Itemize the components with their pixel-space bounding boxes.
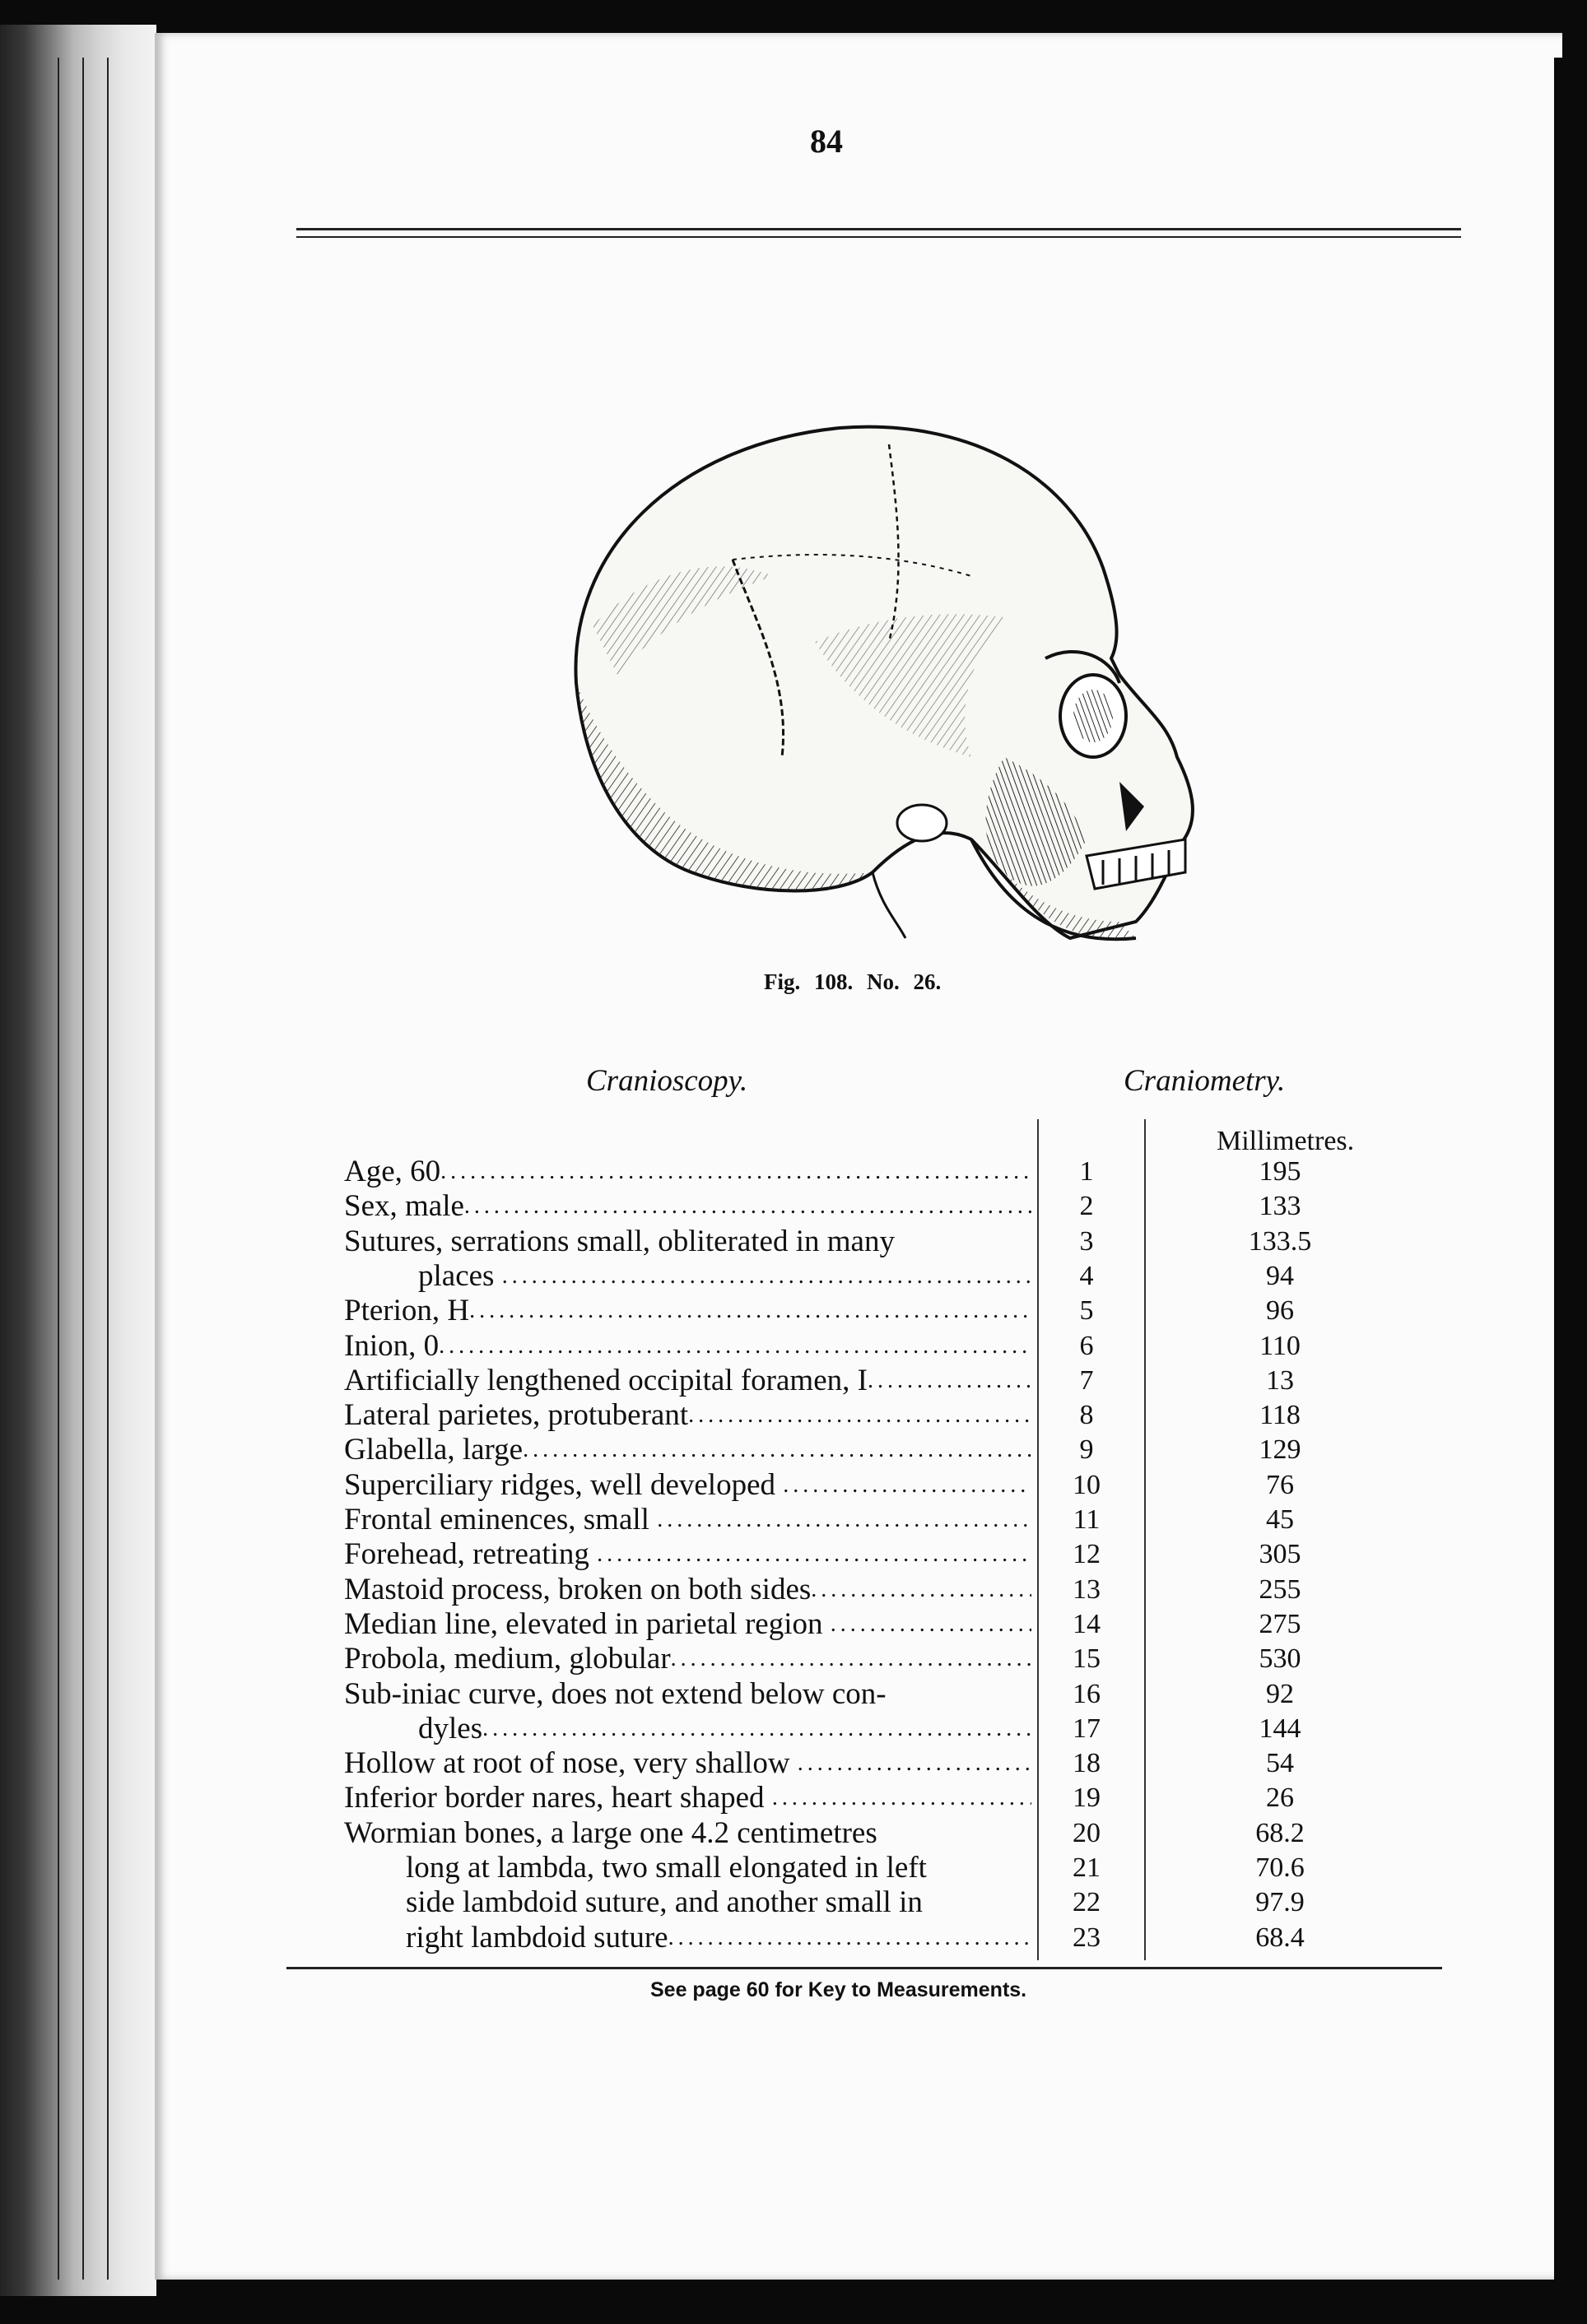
cranioscopy-row: [344, 1398, 1031, 1433]
dot-leader: [868, 1364, 1031, 1398]
cranioscopy-row: [344, 1537, 1031, 1572]
measurement-number: 13: [1073, 1573, 1101, 1605]
measurement-value: 275: [1259, 1608, 1301, 1639]
cranioscopy-text: Pterion, H: [344, 1294, 470, 1328]
dot-leader: [668, 1921, 1031, 1955]
cranioscopy-text: right lambdoid suture: [406, 1920, 668, 1954]
measurement-number: 14: [1073, 1608, 1101, 1639]
dot-leader: [831, 1607, 1031, 1642]
table-bottom-rule: [286, 1967, 1442, 1969]
measurement-number: 18: [1073, 1748, 1101, 1779]
dot-leader: [783, 1468, 1031, 1503]
cranioscopy-row: [418, 1259, 1031, 1294]
page-number: 84: [810, 123, 843, 160]
measurement-value: 68.2: [1255, 1817, 1305, 1848]
cranioscopy-row: [344, 1573, 1031, 1607]
measurement-value: 133.5: [1248, 1225, 1312, 1257]
measurement-number: 2: [1079, 1191, 1094, 1222]
measurement-number: 15: [1073, 1643, 1101, 1675]
dot-leader: [523, 1433, 1031, 1467]
header-rule: [296, 228, 1461, 230]
measurement-number: 22: [1073, 1887, 1101, 1918]
measurement-value: 195: [1259, 1156, 1301, 1187]
measurement-value: 13: [1266, 1364, 1294, 1396]
cranioscopy-row: [344, 1468, 1031, 1503]
figure-caption: Fig. 108. No. 26.: [764, 969, 942, 994]
cranioscopy-text: Forehead, retreating: [344, 1537, 598, 1572]
cranioscopy-row: [344, 1677, 1031, 1712]
measurement-value: 530: [1259, 1643, 1301, 1675]
heading-cranioscopy: Cranioscopy.: [586, 1064, 748, 1098]
measurement-number: 3: [1079, 1225, 1094, 1257]
measurement-value: 255: [1259, 1573, 1301, 1605]
cranioscopy-text: Sub-iniac curve, does not extend below con-: [344, 1676, 887, 1711]
cranioscopy-row: [406, 1885, 1031, 1920]
cranioscopy-text: Sex, male: [344, 1189, 464, 1224]
cranioscopy-row: [344, 1781, 1031, 1815]
measurement-number: 4: [1079, 1260, 1094, 1291]
measurement-number: 1: [1079, 1156, 1094, 1187]
measurement-number: 19: [1073, 1783, 1101, 1814]
cranioscopy-text: side lambdoid suture, and another small in: [406, 1885, 923, 1920]
measurement-number: 5: [1079, 1295, 1094, 1327]
skull-illustration: [543, 411, 1251, 971]
cranioscopy-row: [344, 1364, 1031, 1398]
cranioscopy-text: Wormian bones, a large one 4.2 centimetres: [344, 1815, 877, 1850]
measurement-number: 17: [1073, 1713, 1101, 1744]
cranioscopy-text: Lateral parietes, protuberant: [344, 1398, 689, 1433]
measurement-value: 26: [1266, 1783, 1294, 1814]
measurement-value: 70.6: [1255, 1852, 1305, 1883]
cranioscopy-text: places: [418, 1258, 502, 1293]
measurement-value: 54: [1266, 1748, 1294, 1779]
measurement-value: 68.4: [1255, 1922, 1305, 1953]
cranioscopy-text: Hollow at root of nose, very shallow: [344, 1746, 798, 1781]
cranioscopy-row: [344, 1329, 1031, 1364]
cranioscopy-row: [344, 1607, 1031, 1642]
cranioscopy-text: Inferior border nares, heart shaped: [344, 1781, 772, 1815]
cranioscopy-text: Superciliary ridges, well developed: [344, 1467, 784, 1502]
measurement-value: 129: [1259, 1434, 1301, 1466]
measurement-value: 118: [1259, 1400, 1301, 1431]
dot-leader: [440, 1155, 1031, 1189]
right-margin-dark: [1554, 58, 1587, 2280]
cranioscopy-row: [344, 1746, 1031, 1781]
measurement-value: 92: [1266, 1678, 1294, 1709]
measurement-value: 96: [1266, 1295, 1294, 1327]
cranioscopy-row: [344, 1816, 1031, 1851]
measurement-value: 305: [1259, 1539, 1301, 1570]
cranioscopy-text: Artificially lengthened occipital foramen, I: [344, 1363, 868, 1397]
measurement-value: 144: [1259, 1713, 1301, 1744]
cranioscopy-row: [406, 1851, 1031, 1885]
measurement-value: 94: [1266, 1260, 1294, 1291]
dot-leader: [502, 1259, 1031, 1294]
cranioscopy-row: [344, 1155, 1031, 1189]
cranioscopy-text: Frontal eminences, small: [344, 1503, 658, 1536]
footnote: See page 60 for Key to Measurements.: [650, 1978, 1027, 2001]
measurement-number: 21: [1073, 1852, 1101, 1883]
dot-leader: [597, 1537, 1031, 1572]
cranioscopy-text: dyles: [418, 1711, 483, 1745]
cranioscopy-row: [344, 1433, 1031, 1467]
dot-leader: [469, 1294, 1031, 1328]
cranioscopy-text: Glabella, large: [344, 1433, 524, 1467]
unit-label: Millimetres.: [1217, 1126, 1355, 1156]
dot-leader: [671, 1642, 1031, 1676]
header-rule-thin: [296, 236, 1461, 238]
dot-leader: [657, 1503, 1031, 1537]
dot-leader: [464, 1189, 1031, 1224]
cranioscopy-row: [418, 1712, 1031, 1746]
measurement-number: 23: [1073, 1922, 1101, 1953]
measurement-number: 20: [1073, 1817, 1101, 1848]
measurement-number: 9: [1079, 1434, 1094, 1466]
table-divider-right: [1144, 1119, 1146, 1960]
dot-leader: [688, 1398, 1031, 1433]
measurement-number: 16: [1073, 1678, 1101, 1709]
table-divider-left: [1037, 1119, 1039, 1960]
dot-leader: [798, 1746, 1031, 1781]
cranioscopy-text: Age, 60: [344, 1155, 441, 1188]
measurement-number: 8: [1079, 1400, 1094, 1431]
measurement-number: 7: [1079, 1364, 1094, 1396]
heading-craniometry: Craniometry.: [1124, 1064, 1286, 1098]
dot-leader: [482, 1712, 1031, 1746]
measurement-value: 97.9: [1255, 1887, 1305, 1918]
cranioscopy-row: [406, 1921, 1031, 1955]
dot-leader: [439, 1329, 1031, 1364]
measurement-number: 12: [1073, 1539, 1101, 1570]
measurement-number: 6: [1079, 1330, 1094, 1361]
dot-leader: [772, 1781, 1031, 1815]
cranioscopy-text: Inion, 0: [344, 1328, 440, 1363]
cranioscopy-text: Median line, elevated in parietal region: [344, 1606, 831, 1641]
cranioscopy-text: Sutures, serrations small, obliterated in many: [344, 1224, 895, 1258]
cranioscopy-row: [344, 1294, 1031, 1328]
cranioscopy-row: [344, 1642, 1031, 1676]
measurement-value: 45: [1266, 1504, 1294, 1535]
measurement-number: 10: [1073, 1469, 1101, 1500]
cranioscopy-row: [344, 1189, 1031, 1224]
cranioscopy-text: Mastoid process, broken on both sides: [344, 1572, 812, 1606]
page-stack-edge: [0, 25, 156, 2296]
cranioscopy-row: [344, 1225, 1031, 1259]
measurement-value: 76: [1266, 1469, 1294, 1500]
measurement-value: 110: [1259, 1330, 1301, 1361]
measurement-value: 133: [1259, 1191, 1301, 1222]
dot-leader: [811, 1573, 1031, 1607]
measurement-number: 11: [1073, 1504, 1101, 1535]
cranioscopy-row: [344, 1503, 1031, 1537]
cranioscopy-text: Probola, medium, globular: [344, 1642, 671, 1676]
cranioscopy-text: long at lambda, two small elongated in left: [406, 1851, 927, 1885]
